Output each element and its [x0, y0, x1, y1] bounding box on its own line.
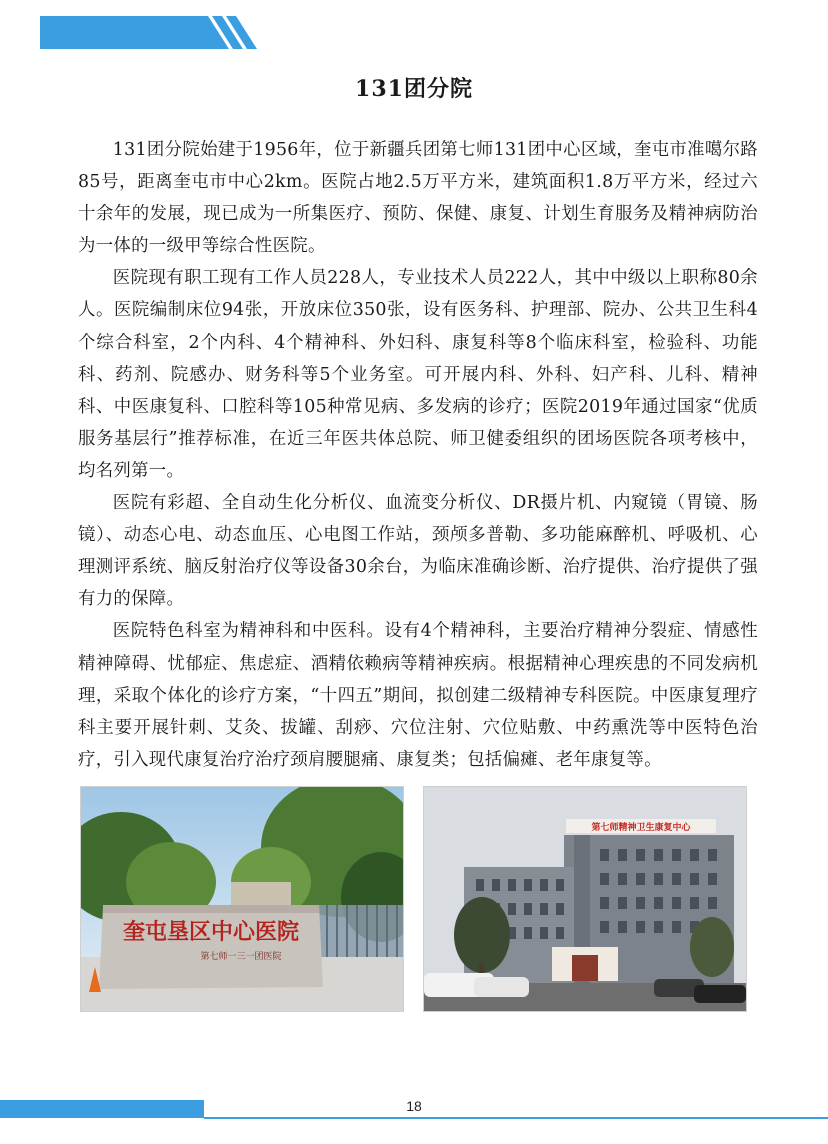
paragraph: 医院现有职工现有工作人员228人，专业技术人员222人，其中中级以上职称80余人。医院编制床位94张，开放床位350张，设有医务科、护理部、院办、公共卫生科4个综合科室，2个内科、4个精神科、外妇科、康复科等8个临床科室，检验科、功能科、药剂、院感办、财务科等5个业务室。可开展内科、外科、妇产科、儿科、精神科、中医康复科、口腔科等105种常见病、多发病的诊疗；医院2019年通过国家“优质服务基层行”推荐标准，在近三年医共体总院、师卫健委组织的团场医院各项考核中，均名列第一。	[78, 268, 758, 481]
paragraph: 医院有彩超、全自动生化分析仪、血流变分析仪、DR摄片机、内窥镜（胃镜、肠镜）、动态心电、动态血压、心电图工作站，颈颅多普勒、多功能麻醉机、呼吸机、心理测评系统、脑反射治疗仪等设备30余台，为临床准确诊断、治疗提供、治疗提供了强有力的保障。	[78, 493, 758, 610]
paragraph: 医院特色科室为精神科和中医科。设有4个精神科，主要治疗精神分裂症、情感性精神障碍、忧郁症、焦虑症、酒精依赖病等精神疾病。根据精神心理疾患的不同发病机理，采取个体化的诊疗方案，“十四五”期间，拟创建二级精神专科医院。中医康复理疗科主要开展针刺、艾灸、拔罐、刮痧、穴位注射、穴位贴敷、中药熏洗等中医特色治疗，引入现代康复治疗治疗颈肩腰腿痛、康复类；包括偏瘫、老年康复等。	[78, 621, 758, 770]
paragraph: 131团分院始建于1956年，位于新疆兵团第七师131团中心区域，奎屯市准噶尔路85号，距离奎屯市中心2km。医院占地2.5万平方米，建筑面积1.8万平方米，经过六十余年的发展，现已成为一所集医疗、预防、保健、康复、计划生育服务及精神病防治为一体的一级甲等综合性医院。	[78, 140, 758, 257]
hospital-entrance-photo	[80, 786, 404, 1012]
page-title: 131团分院	[355, 76, 473, 102]
page-number: 18	[406, 1098, 422, 1114]
roof-sign-text: 第七师精神卫生康复中心	[591, 823, 691, 833]
entrance-sign-subtext: 第七师一三一团医院	[200, 952, 282, 962]
entrance-sign-text: 奎屯垦区中心医院	[122, 919, 300, 945]
rehabilitation-center-photo	[423, 786, 747, 1012]
footer-rule	[204, 1117, 828, 1119]
header-accent-bar	[40, 16, 260, 49]
article-body	[78, 134, 758, 776]
